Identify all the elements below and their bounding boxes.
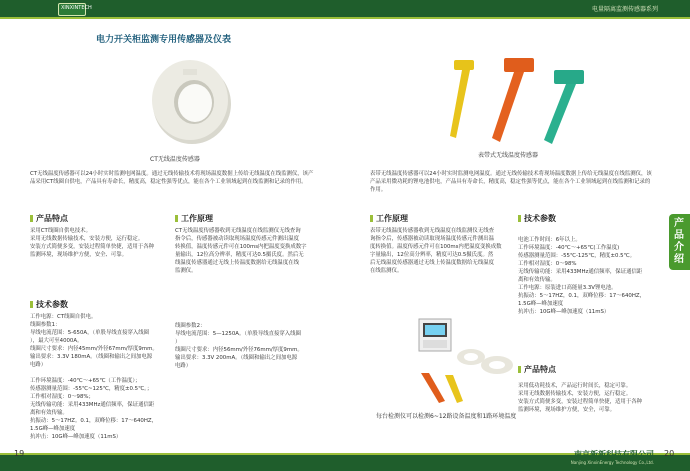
- list-item: 安装方式简便多变，安装过程简单快捷，适用于各种: [518, 399, 642, 405]
- list-item: CT无线温度传感器收到无线温度在线监测仪无线查询: [175, 228, 301, 234]
- list-item: 工作电源：原装进口高能量3.3V锂电池。: [518, 285, 617, 291]
- top-bar: [0, 0, 690, 17]
- company-name: 南京新新科技有限公司: [574, 450, 654, 459]
- list-item: 1.5G峰—峰加速度: [518, 301, 564, 307]
- right-principle-list: [370, 227, 502, 275]
- list-item: 工作环境温度：-40℃～+65℃（工作温度）；: [30, 378, 141, 384]
- list-item: 线圈参数2：: [175, 323, 206, 329]
- list-item: 输出要求：3.3V 180mA。（线圈和输出之间加电源: [30, 354, 153, 360]
- list-item: 字量输出，12位高分辨率，精度可达0.5摄氏度。然: [370, 252, 494, 258]
- list-item: 离和有效传输。: [30, 410, 68, 416]
- list-item: 量输出，12位高分辨率，精度可达0.5摄氏度。然后无: [175, 252, 304, 258]
- right-intro: 表带无线温度传感器可以24小时实时监测电网温度。通过无线传输技术将现场温度数据上传给无线温度在线监测仪，该产品采用微功耗的锂电池供电，产品具有寿命长，精度高，稳定性强等优点，能在各个工业领域起到在线监测和记录的作用。: [370, 171, 652, 193]
- list-item: [30, 369, 158, 377]
- right-params-list: [518, 236, 645, 316]
- list-item: 采用无线数据传输技术，安装方便，运行稳定。: [30, 236, 144, 242]
- list-item: 监测仪。: [175, 268, 197, 274]
- list-item: 线圈尺寸要求：内径56mm/外径76mm/厚度9mm。: [175, 347, 303, 353]
- list-item: 抗冲击：10G峰—峰加速度（11mS）: [518, 309, 610, 315]
- list-item: 在线监测仪。: [370, 268, 403, 274]
- list-item: 无线传输功能：采用433MHz通信频率，保证通信距: [518, 269, 643, 275]
- list-item: 导线电流范围：5—1250A。（单股导线直接穿入线圈: [175, 331, 301, 337]
- left-params-heading: 技术参数: [30, 299, 68, 310]
- company-name-en: Nanjing XinxinEnergy Technology Co.,Ltd.: [570, 460, 654, 465]
- list-item: 转换值，温度传感元件可在100ms内把温度变换成数字: [175, 244, 307, 250]
- list-item: 电池工作时间：6年以上。: [518, 237, 581, 243]
- list-item: 电路）: [175, 363, 192, 369]
- header-logo: XINXINTECH: [58, 3, 86, 16]
- ct-ring-sensor-image: [150, 48, 234, 150]
- list-item: 采用低功耗技术，产品运行时间长，稳定可靠。: [518, 383, 632, 389]
- left-coil2-list: [175, 322, 303, 370]
- right-features-heading: 产品特点: [518, 364, 556, 375]
- list-item: 后无线温度传感器通过无线上传温度数据给无线温度: [370, 260, 494, 266]
- cable-tie-caption: 表带式无线温度传感器: [478, 152, 539, 159]
- list-item: 输出要求：3.3V 200mA。（线圈和输出之间加电源: [175, 355, 298, 361]
- list-item: ），最大可至4000A。: [30, 338, 83, 344]
- header-right-text: 电量隔离监测传感器系列: [591, 6, 658, 13]
- list-item: 线圈参数1：: [30, 322, 61, 328]
- cable-tie-sensor-image: [442, 52, 602, 147]
- list-item: 工作相对湿度：0～98%；: [30, 394, 94, 400]
- list-item: 工作电源：CT线圈自供电。: [30, 314, 97, 320]
- right-params-heading: 技术参数: [518, 213, 556, 224]
- list-item: 工作环境温度：-40℃～+65℃(工作温度): [518, 245, 620, 251]
- left-principle-list: [175, 227, 307, 275]
- list-item: 抗振动：5～17HZ，0.1，双峰位移：17～640HZ，: [518, 293, 645, 299]
- left-principle-heading: 工作原理: [175, 213, 213, 224]
- list-item: 抗振动：5～17HZ。0.1，双峰位移：17～640HZ，: [30, 418, 157, 424]
- list-item: 线圈尺寸要求：内径45mm/外径67mm/厚度9mm。: [30, 346, 158, 352]
- list-item: 离和有效传输。: [518, 277, 556, 283]
- list-item: 度转换值。温度传感元件可在100ms内把温度变换成数: [370, 244, 502, 250]
- page-title: 电力开关柜监测专用传感器及仪表: [96, 35, 232, 45]
- list-item: 工作相对湿度：0～98%: [518, 261, 577, 267]
- list-item: 电路）: [30, 362, 47, 368]
- list-item: 无线传输功能：采用433MHz通信频率，保证通信距: [30, 402, 155, 408]
- list-item: 指令后，传感器被动读取现场温度传感元件测出温度: [175, 236, 299, 242]
- right-page-number: 20: [664, 449, 675, 458]
- left-params-list: [30, 313, 158, 441]
- list-item: 采用无线数据传输技术，安装方便，运行稳定。: [518, 391, 632, 397]
- side-tab-product-intro: 产品介绍: [669, 214, 690, 270]
- list-item: 表带无线温度传感器收到无线温度在线监测仪无线查: [370, 228, 494, 234]
- list-item: 导线电流范围：5-650A，（单股导线直接穿入线圈: [30, 330, 150, 336]
- list-item: 抗冲击：10G峰—峰加速度（11mS）: [30, 434, 122, 440]
- list-item: 传感器测量范围：-55℃-125℃，精度±0.5℃。: [518, 253, 635, 259]
- left-features-list: [30, 227, 154, 259]
- list-item: 监测环境，现场维护方便，安全、可靠。: [30, 252, 128, 258]
- list-item: 线温度传感器通过无线上传温度数据给无线温度在线: [175, 260, 299, 266]
- monitor-device-image: [415, 315, 525, 405]
- left-page-number: 19: [14, 449, 25, 458]
- right-features-list: [518, 382, 642, 414]
- monitor-caption: 每台检测仪可以检测6~12路设备温度和1路环境温度: [376, 413, 517, 420]
- list-item: 监测环境，现场维护方便，安全，可靠。: [518, 407, 616, 413]
- right-principle-heading: 工作原理: [370, 213, 408, 224]
- list-item: ）: [175, 339, 181, 345]
- list-item: 安装方式简便多变，安装过程简单快捷，适用于各种: [30, 244, 154, 250]
- list-item: 传感器测量范围：-55℃~125℃，精度±0.5℃。；: [30, 386, 153, 392]
- ct-ring-caption: CT无线温度传感器: [150, 156, 200, 163]
- left-intro: CT无线温度传感器可以24小时实时监测电网温度。通过无线传输技术将现场温度数据上传给无线温度在线监测仪，该产品采用CT线圈自供电，产品具有寿命长，精度高，稳定性强等优点，能在各个工业领域起到在线监测和记录的作用。: [30, 171, 314, 185]
- list-item: 采用CT线圈自供电技术。: [30, 228, 91, 234]
- list-item: 1.5G峰—峰加速度: [30, 426, 76, 432]
- left-features-heading: 产品特点: [30, 213, 68, 224]
- list-item: 询指令后，传感器被动读取现场温度传感元件测出温: [370, 236, 494, 242]
